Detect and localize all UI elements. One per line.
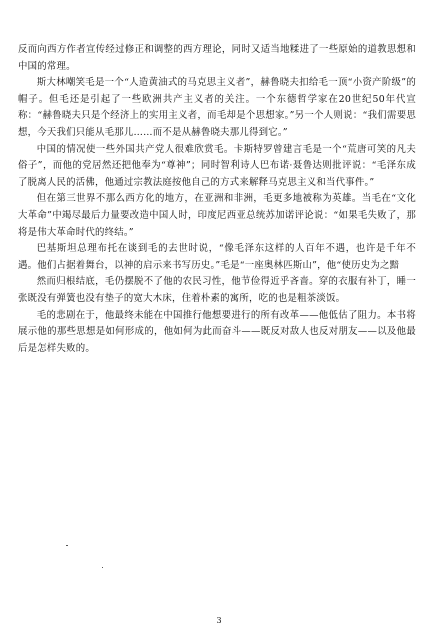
paragraph-5: 巴基斯坦总理布托在谈到毛的去世时说，“像毛泽东这样的人百年不遇，也许是千年不遇。他们占据着舞台，以神的启示来书写历史。”毛是“一座奥林匹斯山”，他“使历史为之黯	[18, 243, 416, 271]
paragraph-4: 但在第三世界不那么西方化的地方，在亚洲和非洲，毛更多地被称为英雄。当毛在“文化大革命”中竭尽最后力量要改造中国人时，印度尼西亚总统苏加诺评论说：“如果毛失败了，那将是伟大革命时代的终结。”	[18, 193, 416, 238]
paragraph-7: 毛的悲剧在于，他最终未能在中国推行他想要进行的所有改革——他低估了阻力。本书将展示他的那些思想是如何形成的，他如何为此而奋斗——既反对敌人也反对朋友——以及他最后是怎样失败的。	[18, 309, 416, 354]
body-text	[18, 42, 416, 357]
paragraph-3: 中国的情况使一些外国共产党人很难欣赏毛。卡斯特罗曾建言毛是一个“荒唐可笑的凡夫俗子”，而他的党居然还把他奉为“尊神”；同时智利诗人巴布诺·聂鲁达则批评说：“毛泽东成了脱离人民的活佛，他通过宗教法庭按他自己的方式来解释马克思主义和当代事件。”	[18, 143, 416, 188]
page-number: 3	[216, 616, 222, 625]
paragraph-1: 反而向西方作者宣传经过修正和调整的西方理论，同时又适当地糅进了一些原始的道教思想和中国的常理。	[18, 44, 416, 72]
scan-speck	[66, 545, 68, 546]
scan-speck	[102, 567, 103, 568]
paragraph-6: 然而归根结底，毛仍摆脱不了他的农民习性，他节俭得近乎吝啬。穿的衣服有补丁，睡一张既没有弹簧也没有垫子的宽大木床，住着朴素的寓所，吃的也是粗茶淡饭。	[18, 276, 416, 304]
paragraph-2: 斯大林嘲笑毛是一个“人造黄油式的马克思主义者”，赫鲁晓夫扣给毛一顶“小资产阶级”的帽子。但毛还是引起了一些欧洲共产主义者的关注。一个东德哲学家在20世纪50年代宣称：“赫鲁晓夫只是个经济上的实用主义者，而毛却是个思想家。”另一个人则说：“我们需要思想，今天我们只能从毛那儿……而不是从赫鲁晓夫那儿得到它。”	[18, 77, 416, 138]
